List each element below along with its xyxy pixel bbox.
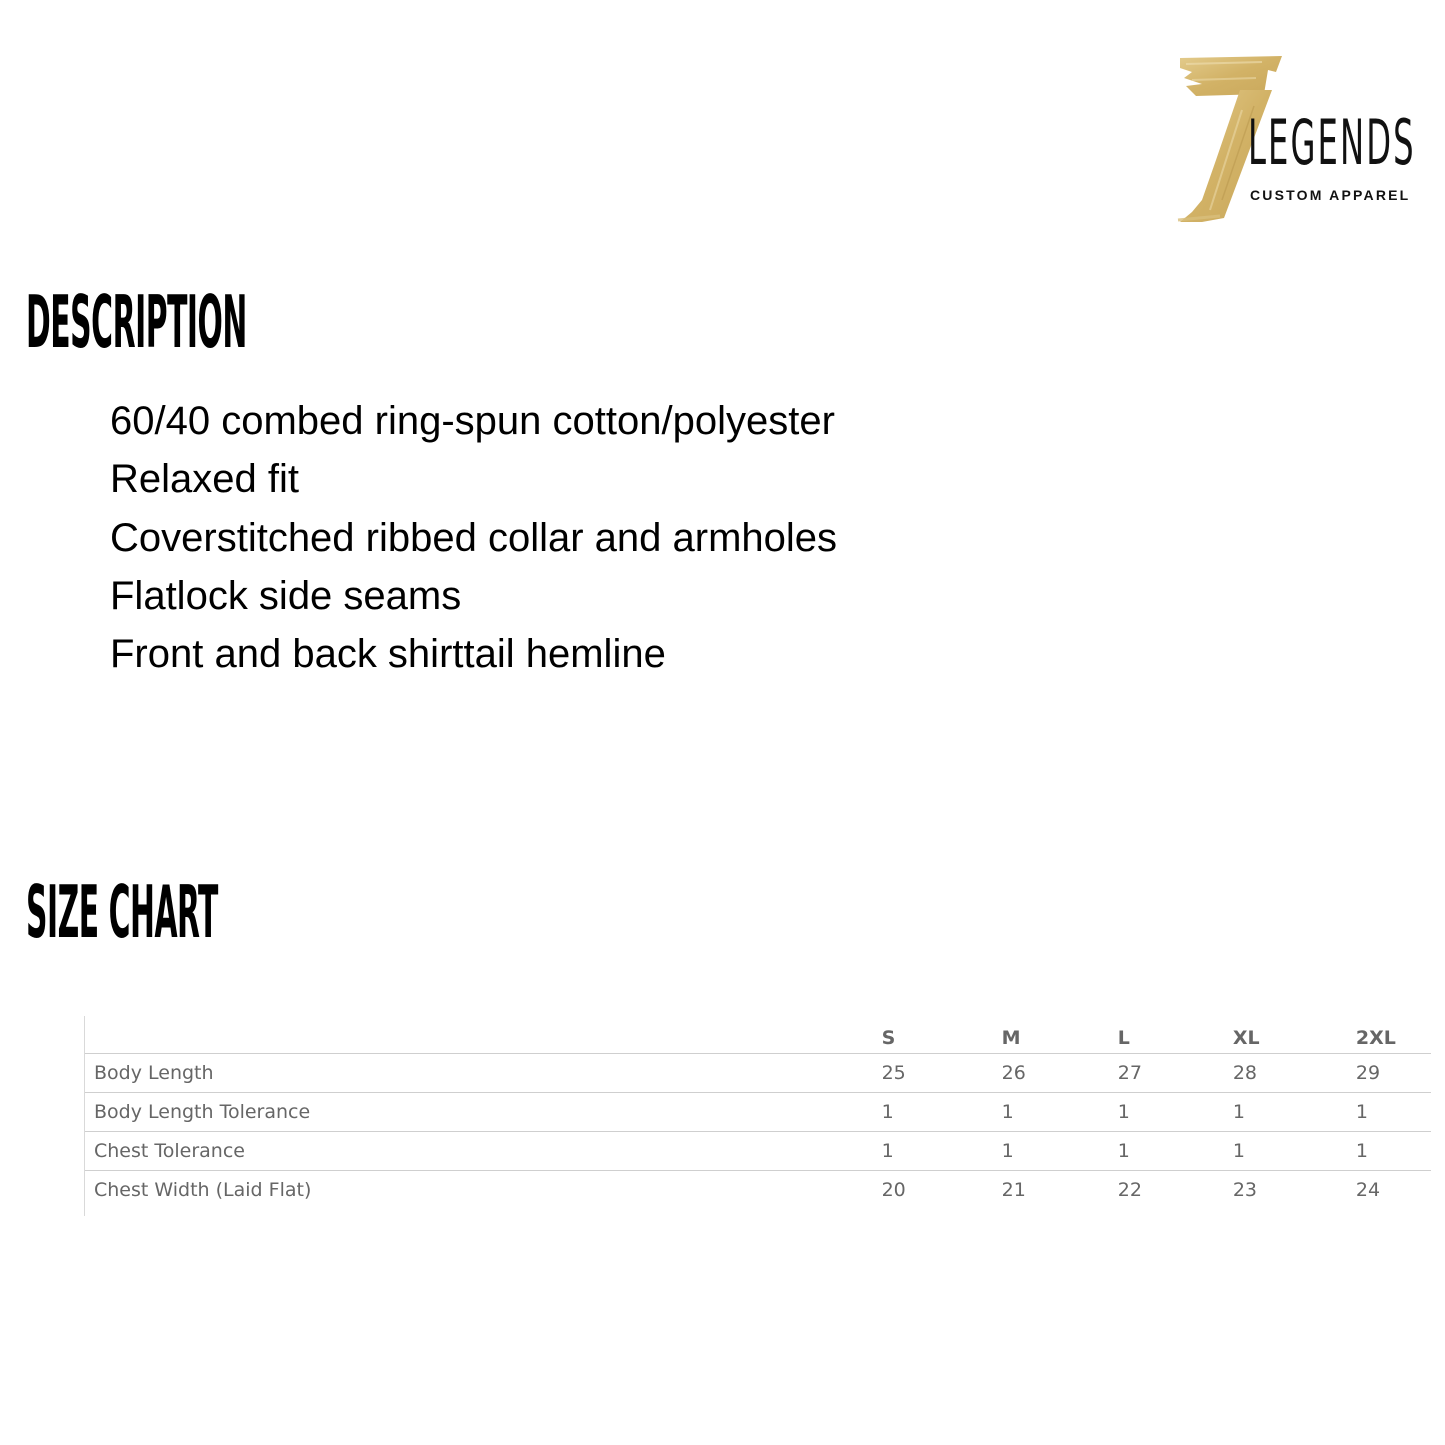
table-cell: 21 bbox=[1001, 1179, 1026, 1201]
table-cell: 24 bbox=[1355, 1179, 1381, 1201]
table-cell: 1 bbox=[1356, 1132, 1431, 1171]
description-list bbox=[110, 392, 837, 683]
table-header-empty bbox=[85, 1016, 882, 1054]
table-cell: 28 bbox=[1233, 1054, 1356, 1093]
description-item: Coverstitched ribbed collar and armholes bbox=[110, 515, 838, 560]
table-cell: 1 bbox=[1233, 1093, 1356, 1132]
table-cell: 23 bbox=[1232, 1179, 1257, 1201]
table-cell: 29 bbox=[1356, 1054, 1431, 1093]
table-cell: 1 bbox=[882, 1093, 1002, 1132]
table-header-size: M bbox=[1002, 1016, 1118, 1054]
table-cell: 20 bbox=[881, 1179, 906, 1201]
table-cell: 1 bbox=[1118, 1132, 1233, 1171]
table-row bbox=[85, 1171, 1431, 1210]
table-row bbox=[85, 1132, 1431, 1171]
table-header-size: 2XL bbox=[1356, 1016, 1431, 1054]
table-cell: 22 bbox=[1117, 1179, 1142, 1201]
table-header-size: S bbox=[882, 1016, 1002, 1054]
description-item: Relaxed fit bbox=[110, 457, 299, 502]
table-header-size: L bbox=[1118, 1016, 1233, 1054]
description-item: Flatlock side seams bbox=[110, 573, 462, 618]
row-label: Body Length bbox=[85, 1054, 882, 1093]
row-label: Body Length Tolerance bbox=[85, 1093, 882, 1132]
table-cell: 1 bbox=[882, 1132, 1002, 1171]
table-cell: 1 bbox=[1002, 1132, 1118, 1171]
table-cell: 27 bbox=[1118, 1054, 1233, 1093]
description-item: 60/40 combed ring-spun cotton/polyester bbox=[110, 399, 835, 443]
table-cell: 26 bbox=[1002, 1054, 1118, 1093]
brand-logo bbox=[1172, 50, 1432, 230]
table-cell: 25 bbox=[882, 1054, 1002, 1093]
size-chart-table-container bbox=[84, 1016, 1431, 1216]
brand-name: LEGENDS bbox=[1248, 106, 1416, 179]
size-chart-table bbox=[85, 1016, 1431, 1209]
size-chart-heading: SIZE CHART bbox=[26, 870, 218, 954]
table-cell: 1 bbox=[1118, 1093, 1233, 1132]
description-item: Front and back shirttail hemline bbox=[110, 632, 666, 677]
brand-tagline: CUSTOM APPAREL bbox=[1250, 187, 1411, 203]
table-header-row bbox=[85, 1016, 1431, 1054]
table-row bbox=[85, 1093, 1431, 1132]
row-label: Chest Tolerance bbox=[85, 1132, 882, 1171]
table-cell: 1 bbox=[1356, 1093, 1431, 1132]
row-label: Chest Width (Laid Flat) bbox=[94, 1179, 312, 1201]
table-row bbox=[85, 1054, 1431, 1093]
table-cell: 1 bbox=[1233, 1132, 1356, 1171]
description-heading: DESCRIPTION bbox=[26, 280, 247, 364]
table-cell: 1 bbox=[1002, 1093, 1118, 1132]
table-header-size: XL bbox=[1233, 1016, 1356, 1054]
